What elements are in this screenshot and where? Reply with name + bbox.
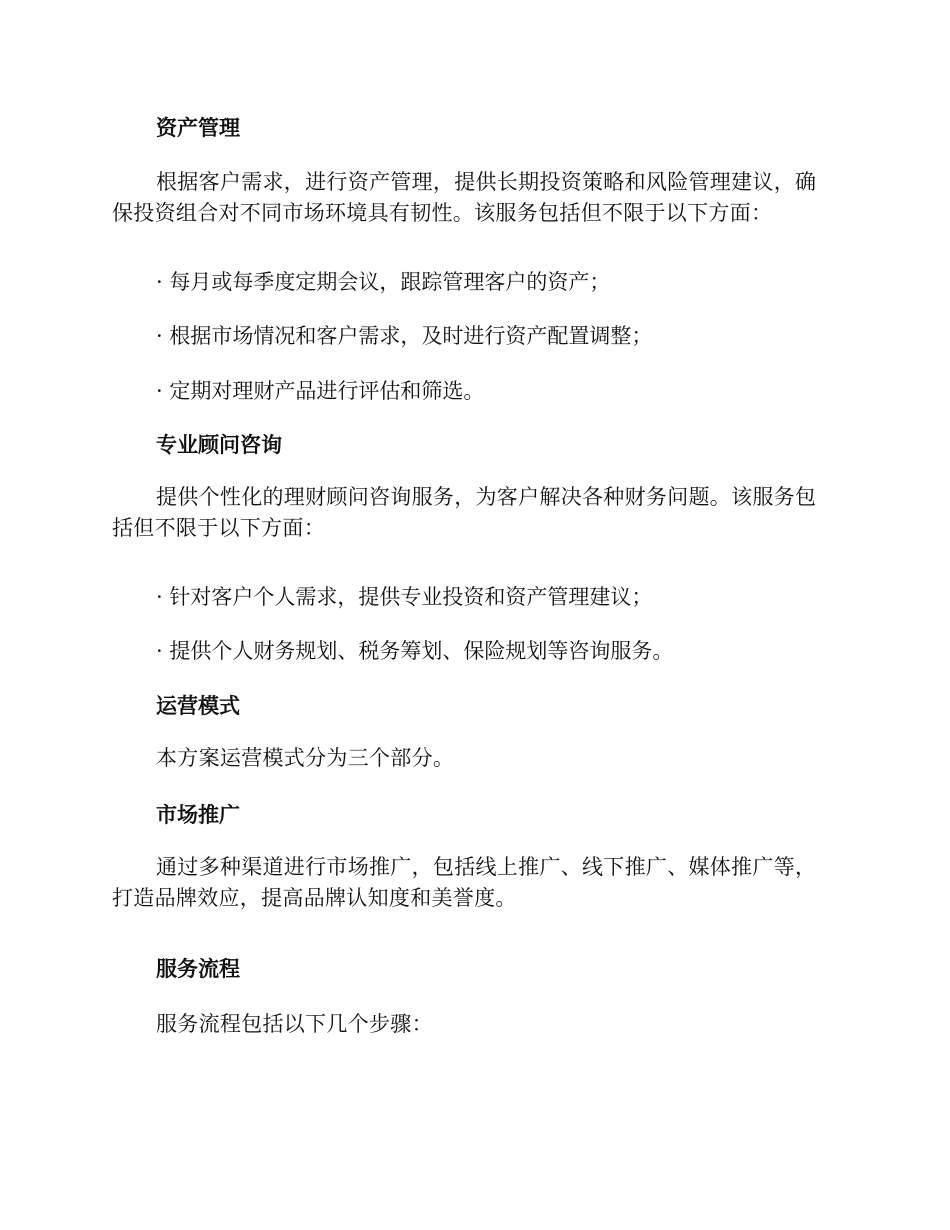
section-heading-asset-management: 资产管理 (156, 116, 240, 140)
section-heading-service-flow: 服务流程 (156, 957, 240, 981)
paragraph-marketing: 通过多种渠道进行市场推广，包括线上推广、线下推广、媒体推广等，打造品牌效应，提高品牌认知度和美誉度。 (112, 855, 817, 910)
paragraph-advisory: 提供个性化的理财顾问咨询服务，为客户解决各种财务问题。该服务包括但不限于以下方面： (112, 485, 817, 540)
list-item: · 定期对理财产品进行评估和筛选。 (156, 379, 485, 403)
paragraph-service-flow: 服务流程包括以下几个步骤： (156, 1012, 433, 1036)
list-item: · 每月或每季度定期会议，跟踪管理客户的资产； (156, 270, 611, 294)
paragraph-asset-management: 根据客户需求，进行资产管理，提供长期投资策略和风险管理建议，确保投资组合对不同市场环境具有韧性。该服务包括但不限于以下方面： (112, 170, 817, 225)
list-item: · 提供个人财务规划、税务筹划、保险规划等咨询服务。 (156, 639, 674, 663)
paragraph-operation: 本方案运营模式分为三个部分。 (156, 746, 455, 770)
section-heading-operation: 运营模式 (156, 694, 240, 718)
section-heading-marketing: 市场推广 (156, 803, 240, 827)
list-item: · 根据市场情况和客户需求，及时进行资产配置调整； (156, 324, 653, 348)
section-heading-advisory: 专业顾问咨询 (156, 433, 282, 457)
list-item: · 针对客户个人需求，提供专业投资和资产管理建议； (156, 585, 653, 609)
